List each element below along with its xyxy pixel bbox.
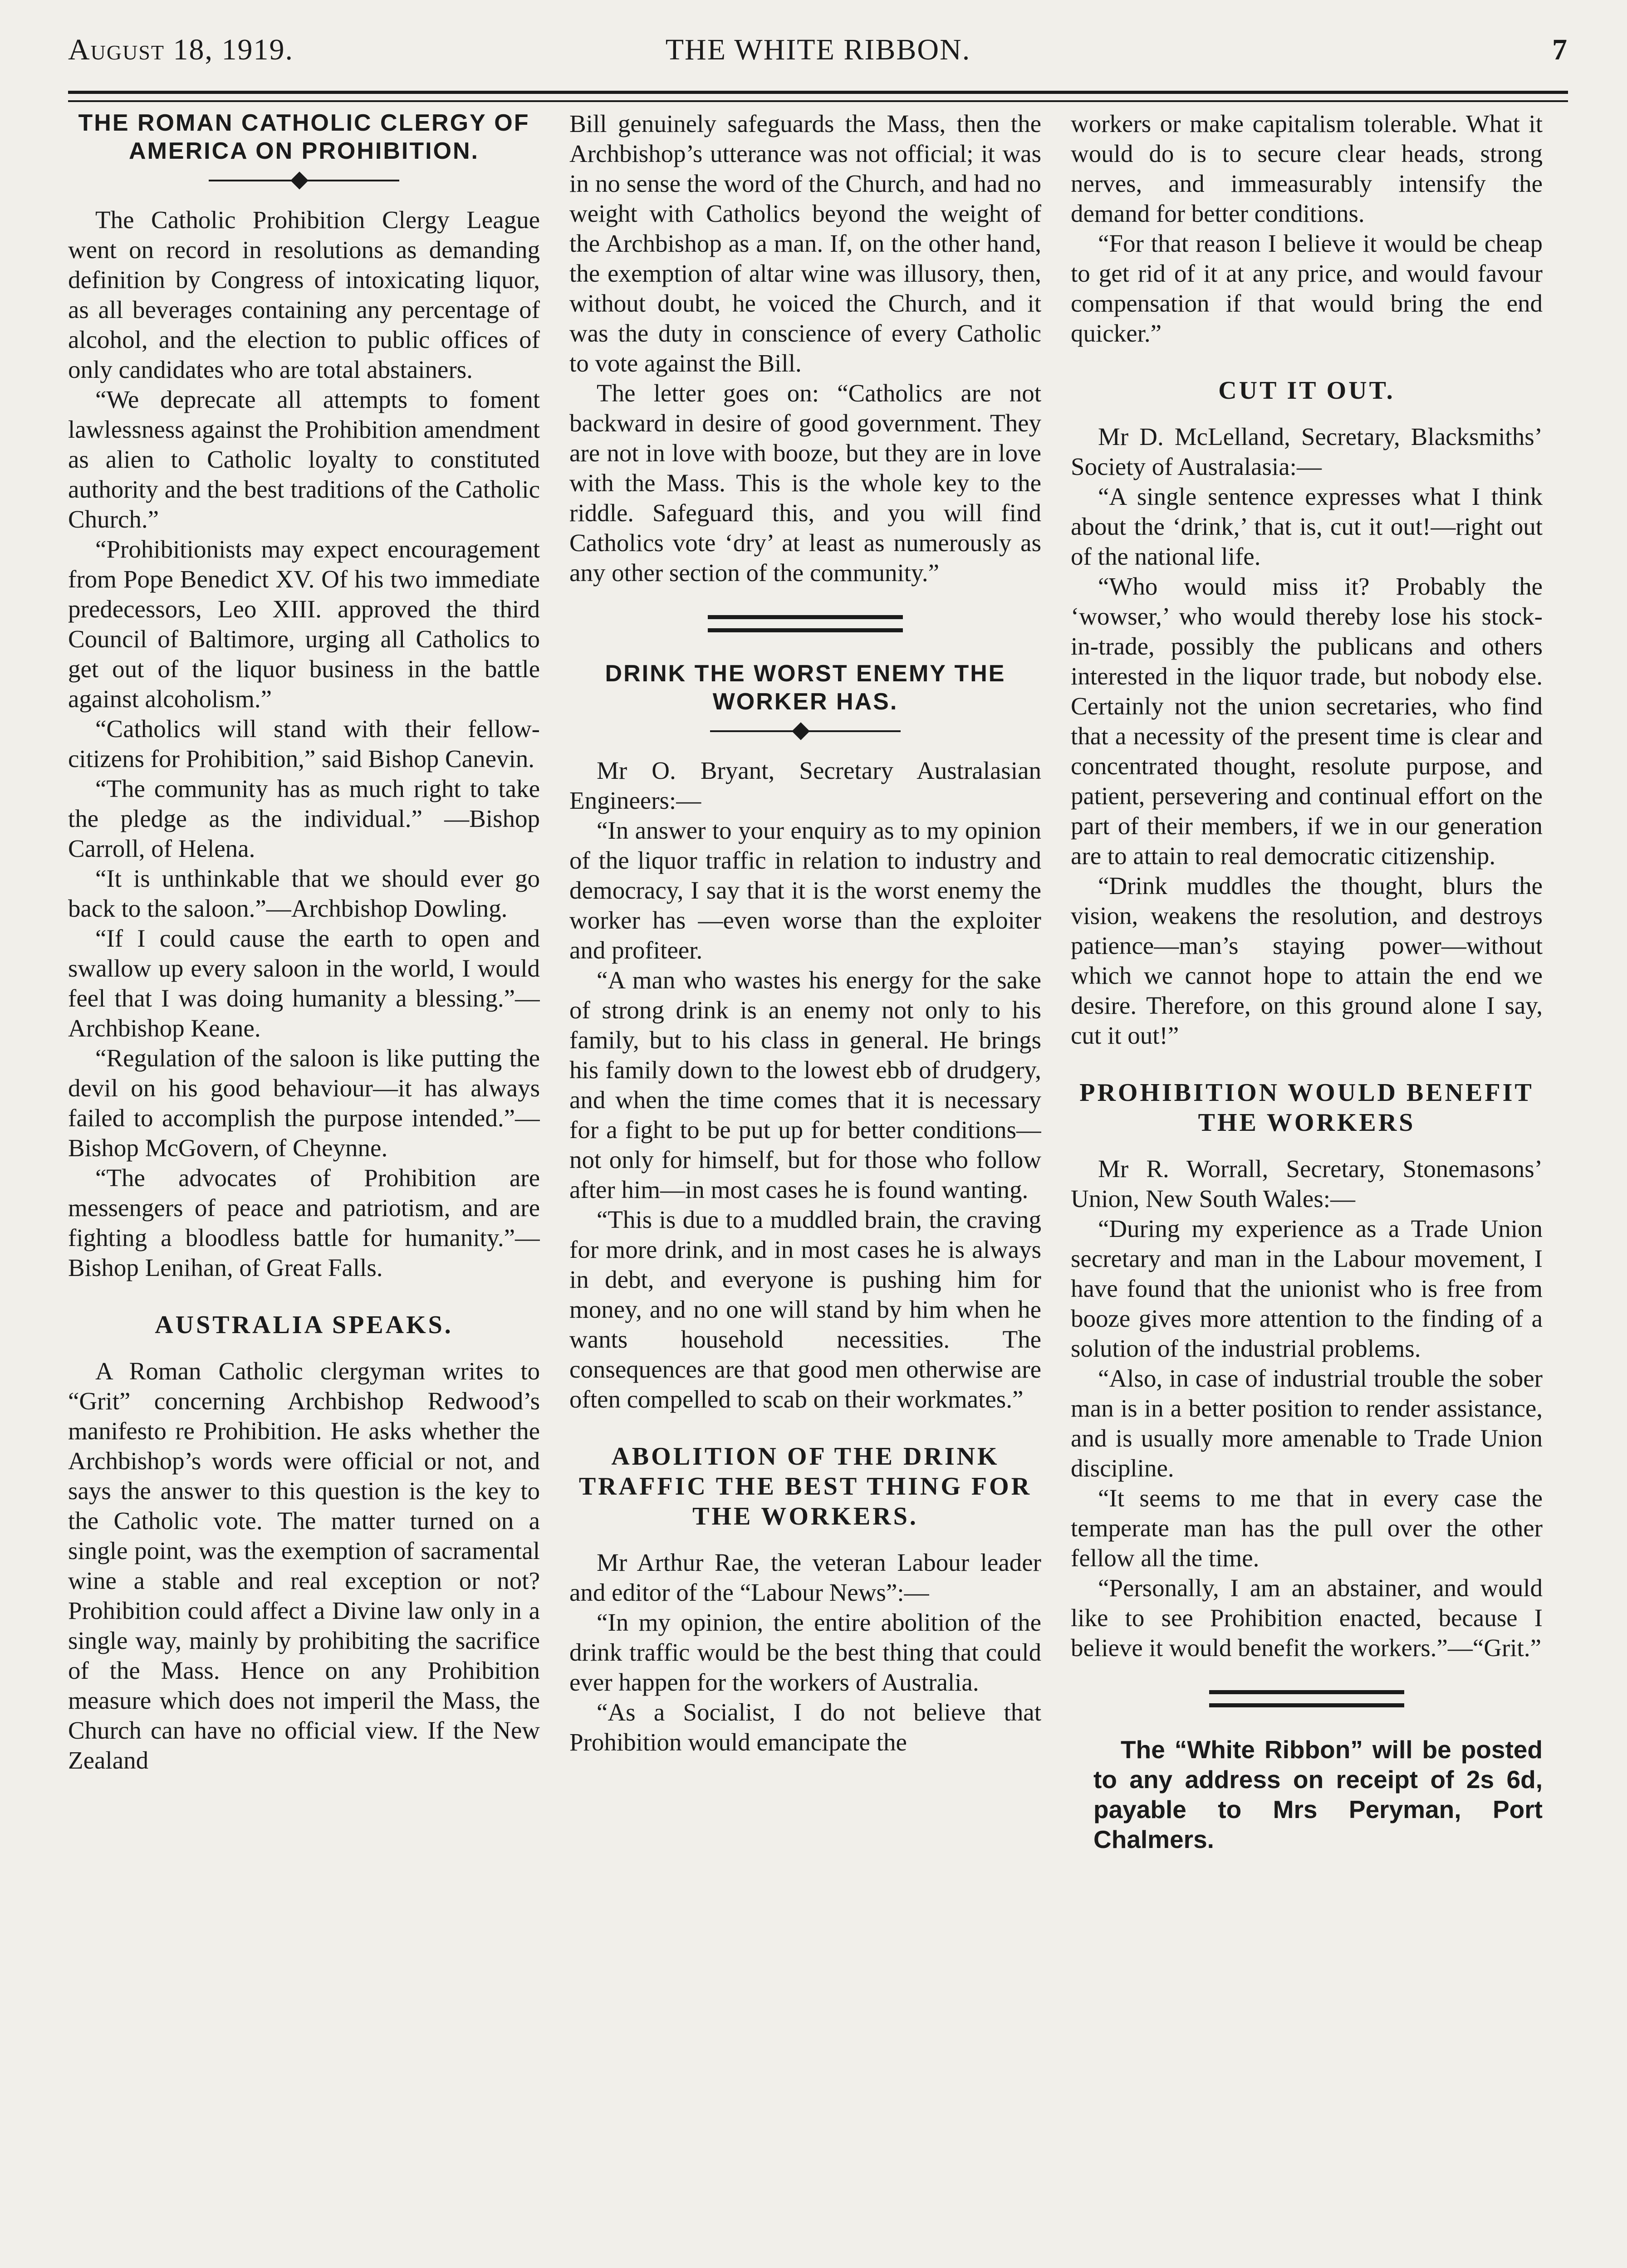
- paragraph: “During my experience as a Trade Union secretary and man in the Labour movement, I have found that the unionist who is free from booze gives more attention to the finding of a solution of the industrial problems.: [1071, 1215, 1543, 1362]
- spacer: [68, 1283, 540, 1310]
- paragraph: “For that reason I believe it would be cheap to get rid of it at any price, and would favour compensation if that would bring the end quicker.”: [1071, 230, 1543, 347]
- column-2: [569, 109, 1041, 2241]
- paragraph: “Regulation of the saloon is like putting the devil on his good behaviour—it has always failed to accomplish the purpose intended.”—Bishop McGovern, of Cheynne.: [68, 1044, 540, 1162]
- issue-date: August 18, 1919.: [68, 33, 294, 66]
- paragraph: “Also, in case of industrial trouble the sober man is in a better position to render assistance, and is usually more amenable to Trade Union discipline.: [1071, 1364, 1543, 1482]
- page-number: 7: [1552, 33, 1568, 66]
- spacer: [1071, 1663, 1543, 1690]
- paragraph: “Catholics will stand with their fellow-citizens for Prohibition,” said Bishop Canevin.: [68, 715, 540, 772]
- paragraph: “Personally, I am an abstainer, and would like to see Prohibition enacted, because I believe it would benefit the workers.”—“Grit.”: [1071, 1574, 1543, 1662]
- column-3: [1071, 109, 1543, 2241]
- paragraph: workers or make capitalism tolerable. What it would do is to secure clear heads, strong nerves, and immeasurably intensify the demand for better conditions.: [1071, 110, 1543, 227]
- paragraph: The Catholic Prohibition Clergy League went on record in resolutions as demanding definition by Congress of intoxicating liquor, as all beverages containing any percentage of alcohol, and the election to public offices of only candidates who are total abstainers.: [68, 206, 540, 383]
- spacer: [68, 1340, 540, 1356]
- paragraph: “The advocates of Prohibition are messengers of peace and patriotism, and are fighting a bloodless battle for humanity.”—Bishop Lenihan, of Great Falls.: [68, 1164, 540, 1281]
- article-title-drink-worst-enemy: DRINK THE WORST ENEMY THE WORKER HAS.: [605, 660, 1006, 715]
- section-divider: [1209, 1690, 1404, 1707]
- ornament-divider: [710, 722, 901, 740]
- section-divider: [708, 615, 903, 632]
- masthead: [68, 33, 1568, 73]
- spacer: [1071, 1707, 1543, 1735]
- paragraph: “It seems to me that in every case the temperate man has the pull over the other fellow all the time.: [1071, 1484, 1543, 1572]
- paragraph: A Roman Catholic clergyman writes to “Grit” concerning Archbishop Redwood’s manifesto re Prohibition. He asks whether the Archbishop’s words were official or not, and says the answer to this question is the key to the Catholic vote. The matter turned on a single point, was the exemption of sacramental wine a stable and real exception or not? Prohibition could affect a Divine law only in a single way, mainly by prohibiting the sacrifice of the Mass. Hence on any Prohibition measure which does not imperil the Mass, the Church can have no official view. If the New Zealand: [68, 1357, 540, 1774]
- spacer: [569, 632, 1041, 660]
- newspaper-title: THE WHITE RIBBON.: [665, 33, 971, 66]
- paragraph: “If I could cause the earth to open and swallow up every saloon in the world, I would feel that I was doing humanity a blessing.”—Archbishop Keane.: [68, 924, 540, 1042]
- paragraph: “The community has as much right to take the pledge as the individual.” —Bishop Carroll, of Helena.: [68, 775, 540, 862]
- subscription-notice: The “White Ribbon” will be posted to any address on receipt of 2s 6d, payable to Mrs Peryman, Port Chalmers.: [1093, 1735, 1543, 1853]
- article-title-australia-speaks: AUSTRALIA SPEAKS.: [155, 1311, 453, 1339]
- header-rule: [68, 91, 1568, 102]
- paragraph: “Who would miss it? Probably the ‘wowser,’ who would thereby lose his stock-in-trade, possibly the publicans and others interested in the liquor trade, but nobody else. Certainly not the union secretaries, who find that a necessity of the present time is clear and concentrated thought, resolute purpose, and patient, persevering and continual effort on the part of their members, if we in our generation are to attain to real democratic citizenship.: [1071, 572, 1543, 870]
- paragraph: “Drink muddles the thought, blurs the vision, weakens the resolution, and destroys patience—man’s staying power—without which we cannot hope to attain the end we desire. Therefore, on this ground alone I say, cut it out!”: [1071, 872, 1543, 1049]
- spacer: [1071, 1051, 1543, 1078]
- spacer: [569, 1414, 1041, 1442]
- paragraph: “This is due to a muddled brain, the craving for more drink, and in most cases he is always in debt, and everyone is pushing him for money, and no one will stand by him when he wants household necessities. The consequences are that good men otherwise are often compelled to scab on their workmates.”: [569, 1206, 1041, 1413]
- article-title-abolition: ABOLITION OF THE DRINK TRAFFIC THE BEST THING FOR THE WORKERS.: [578, 1442, 1032, 1530]
- article-title-catholic-clergy: THE ROMAN CATHOLIC CLERGY OF AMERICA ON PROHIBITION.: [78, 110, 530, 164]
- paragraph: Mr D. McLelland, Secretary, Blacksmiths’ Society of Australasia:—: [1071, 423, 1543, 480]
- paragraph: The letter goes on: “Catholics are not backward in desire of good government. They are not in love with booze, but they are in love with the Mass. This is the whole key to the riddle. Safeguard this, and you will find Catholics vote ‘dry’ at least as numerously as any other section of the community.”: [569, 379, 1041, 587]
- paragraph: “A man who wastes his energy for the sake of strong drink is an enemy not only to his family, but to his class in general. He brings his family down to the lowest ebb of drudgery, and when the time comes that it is necessary for a fight to be put up for better conditions—not only for himself, but for those who follow after him—in most cases he is found wanting.: [569, 966, 1041, 1203]
- paragraph: “A single sentence expresses what I think about the ‘drink,’ that is, cut it out!—right out of the national life.: [1071, 483, 1543, 570]
- paragraph: Bill genuinely safeguards the Mass, then the Archbishop’s utterance was not official; it was in no sense the word of the Church, and had no weight with Catholics beyond the weight of the Archbishop as a man. If, on the other hand, the exemption of altar wine was illusory, then, without doubt, he voiced the Church, and it was the duty in conscience of every Catholic to vote against the Bill.: [569, 110, 1041, 377]
- spacer: [569, 1531, 1041, 1548]
- paragraph: Mr R. Worrall, Secretary, Stonemasons’ Union, New South Wales:—: [1071, 1155, 1543, 1212]
- paragraph: “It is unthinkable that we should ever go back to the saloon.”—Archbishop Dowling.: [68, 865, 540, 922]
- paragraph: “In my opinion, the entire abolition of the drink traffic would be the best thing that could ever happen for the workers of Australia.: [569, 1608, 1041, 1696]
- paragraph: “In answer to your enquiry as to my opinion of the liquor traffic in relation to industry and democracy, I say that it is the worst enemy the worker has —even worse than the exploiter and profiteer.: [569, 816, 1041, 964]
- spacer: [1071, 406, 1543, 422]
- paragraph: “We deprecate all attempts to foment lawlessness against the Prohibition amendment as alien to Catholic loyalty to constituted authority and the best traditions of the Catholic Church.”: [68, 386, 540, 533]
- column-1: [68, 109, 540, 2241]
- ornament-divider: [209, 171, 399, 190]
- paragraph: “Prohibitionists may expect encouragement from Pope Benedict XV. Of his two immediate predecessors, Leo XIII. approved the third Council of Baltimore, urging all Catholics to get out of the liquor business in the battle against alcoholism.”: [68, 535, 540, 713]
- spacer: [569, 588, 1041, 615]
- article-title-cut-it-out: CUT IT OUT.: [1218, 376, 1395, 405]
- spacer: [1071, 1138, 1543, 1154]
- article-title-prohibition-benefit: PROHIBITION WOULD BENEFIT THE WORKERS: [1079, 1079, 1534, 1137]
- paragraph: Mr Arthur Rae, the veteran Labour leader and editor of the “Labour News”:—: [569, 1549, 1041, 1606]
- spacer: [1071, 348, 1543, 376]
- paragraph: Mr O. Bryant, Secretary Australasian Engineers:—: [569, 757, 1041, 814]
- paragraph: “As a Socialist, I do not believe that Prohibition would emancipate the: [569, 1698, 1041, 1756]
